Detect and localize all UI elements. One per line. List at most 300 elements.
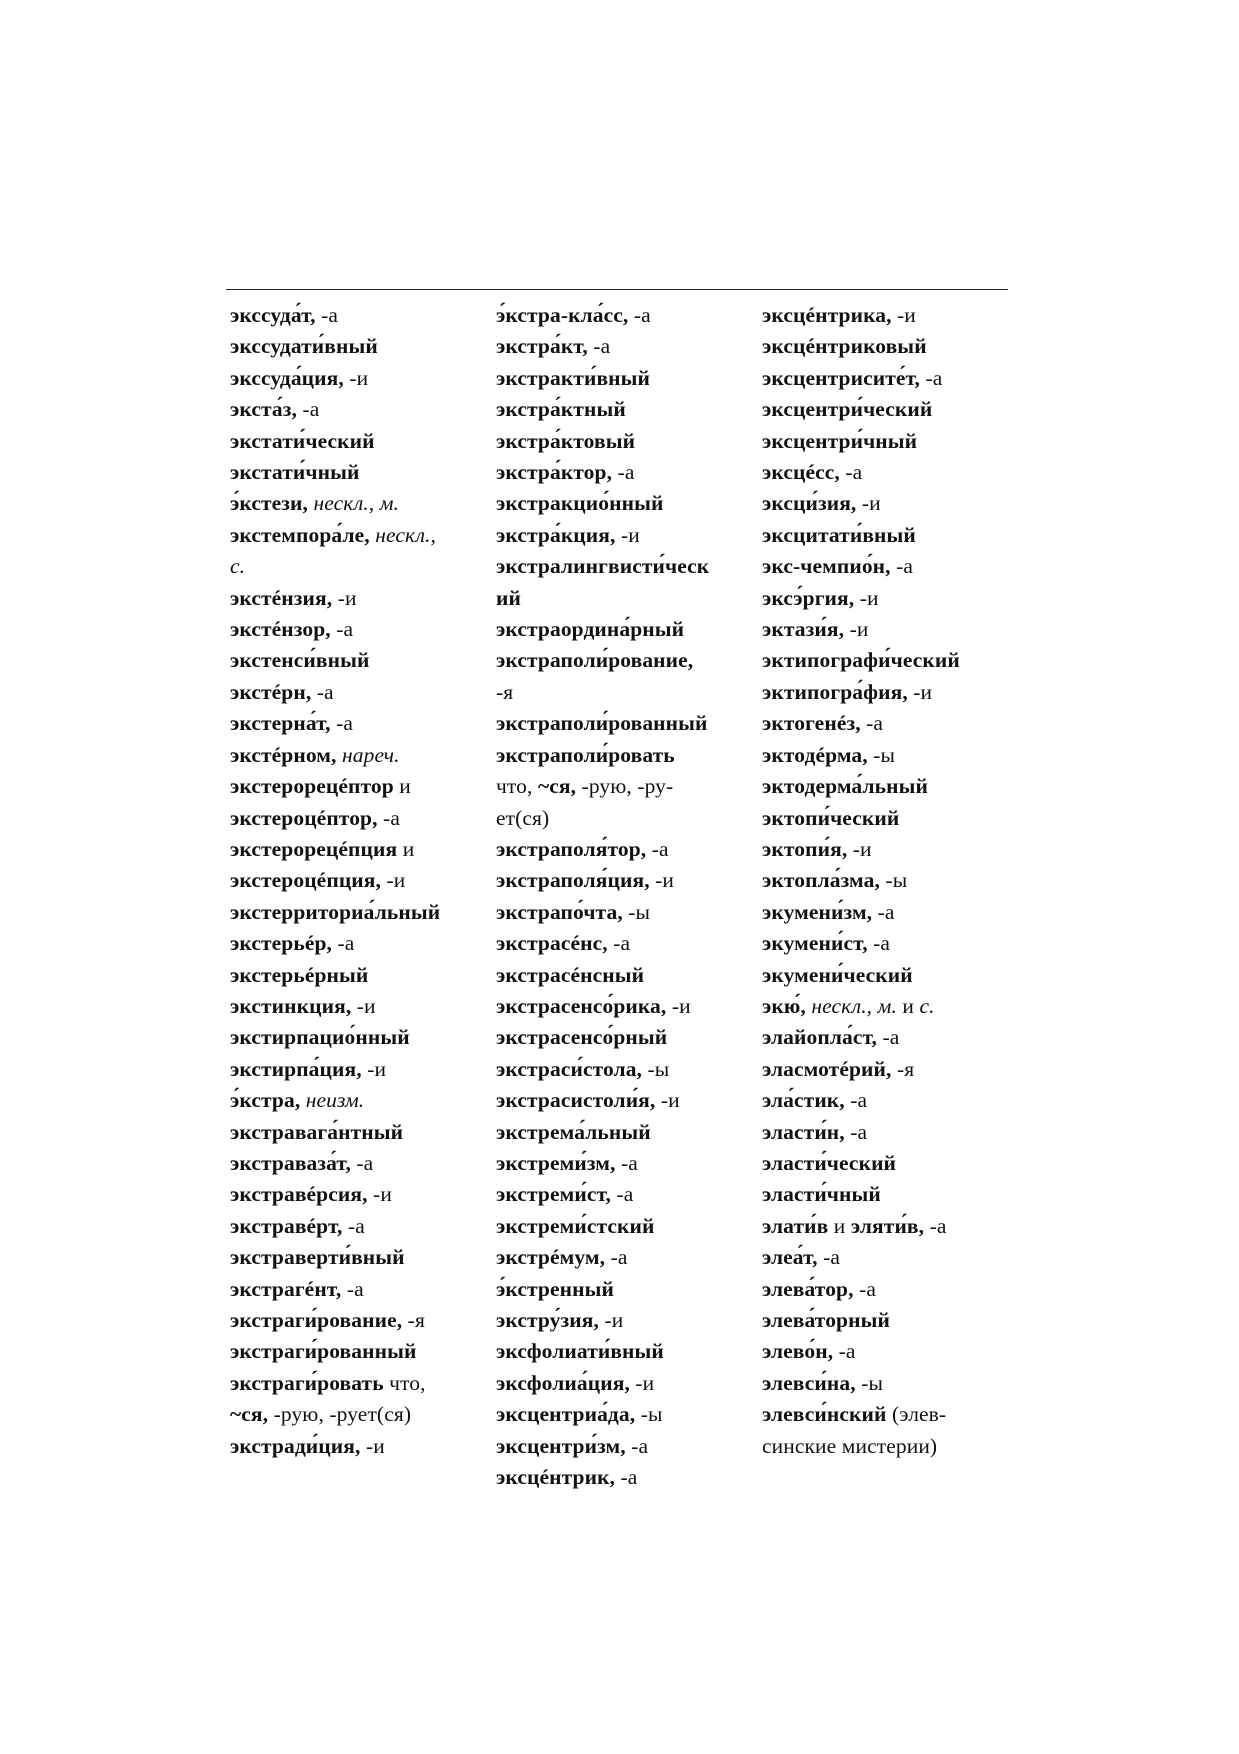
headword: экю́, (762, 993, 806, 1018)
headword: эктопла́зма, (762, 868, 880, 893)
inflection: -ы (642, 1056, 670, 1081)
dictionary-line (762, 1336, 1024, 1367)
headword: экстати́ческий (230, 428, 375, 453)
headword: экстати́чный (230, 460, 360, 485)
inflection: -а (330, 617, 354, 642)
dictionary-line (496, 771, 758, 802)
headword: эксцентри́зм, (496, 1433, 626, 1458)
dictionary-line (496, 1462, 758, 1493)
headword: ~ся, (537, 774, 577, 799)
headword: эксци́зия, (762, 491, 857, 516)
headword: эляти́в, (850, 1213, 925, 1238)
headword: экстра́кция, (496, 522, 616, 547)
dictionary-line (230, 865, 492, 896)
headword: экстрема́льный (496, 1119, 651, 1144)
grammar-note: неизм. (300, 1088, 365, 1113)
headword: ий (496, 585, 521, 610)
inflection: -а (890, 554, 914, 579)
dictionary-line (762, 1431, 1024, 1462)
dictionary-line (496, 1211, 758, 1242)
dictionary-line (496, 1305, 758, 1336)
headword: экс-чемпио́н, (762, 554, 891, 579)
dictionary-line (496, 1148, 758, 1179)
headword: экстинкция, (230, 993, 352, 1018)
dictionary-line (762, 583, 1024, 614)
dictionary-line (496, 1368, 758, 1399)
inflection: -ы (635, 1402, 663, 1427)
dictionary-line (762, 865, 1024, 896)
inflection: -и (847, 836, 872, 861)
dictionary-line (496, 1242, 758, 1273)
headword: экстрасенсо́рика, (496, 993, 667, 1018)
headword: экстраги́рование, (230, 1308, 403, 1332)
headword: элати́в (762, 1213, 829, 1238)
inflection: -а (612, 460, 635, 485)
dictionary-line (230, 897, 492, 928)
dictionary-line (230, 803, 492, 834)
dictionary-line (230, 457, 492, 488)
headword: элайопла́ст, (762, 1025, 878, 1050)
dictionary-line (496, 394, 758, 425)
dictionary-line (762, 1179, 1024, 1210)
headword: экстравaза́т, (230, 1150, 351, 1175)
inflection: что, (496, 774, 538, 799)
headword: эксфолиа́ция, (496, 1370, 630, 1395)
headword: эксцéнтрика, (762, 303, 892, 327)
inflection: -и (381, 868, 406, 893)
headword: эласти́чный (762, 1182, 881, 1207)
dictionary-line (496, 740, 758, 771)
headword: экстрéмум, (496, 1245, 606, 1270)
dictionary-line (496, 803, 758, 834)
dictionary-line (762, 803, 1024, 834)
dictionary-line (762, 488, 1024, 519)
grammar-note: нескл., м. (308, 491, 400, 516)
headword: эксцентрисите́т, (762, 365, 921, 390)
dictionary-line (230, 583, 492, 614)
inflection: (элев- (886, 1402, 947, 1427)
dictionary-line (496, 928, 758, 959)
inflection: -а (860, 711, 884, 736)
headword: экстéрн, (230, 679, 312, 704)
dictionary-line (230, 551, 492, 582)
dictionary-line (496, 991, 758, 1022)
dictionary-line (230, 331, 492, 362)
headword: экстреми́зм, (496, 1150, 616, 1175)
headword: э́кстра-кла́сс, (496, 303, 629, 327)
inflection: -а (330, 711, 354, 736)
grammar-note: нескл., м. (805, 993, 897, 1018)
dictionary-line (230, 708, 492, 739)
headword: эксцéсс, (762, 460, 840, 485)
headword: экстерьéр, (230, 931, 332, 956)
grammar-note: с. (230, 554, 246, 579)
headword: экстравéрт, (230, 1213, 343, 1238)
dictionary-line (496, 520, 758, 551)
header-rule (226, 289, 1008, 290)
headword: экстраполя́ция, (496, 868, 650, 893)
headword: экстенси́вный (230, 648, 370, 673)
dictionary-line (230, 834, 492, 865)
dictionary-line (230, 740, 492, 771)
headword: элева́торный (762, 1308, 890, 1332)
headword: эктопи́ческий (762, 805, 900, 830)
inflection: -а (377, 805, 400, 830)
dictionary-line (496, 331, 758, 362)
dictionary-line (496, 708, 758, 739)
headword: эласмотéрий, (762, 1056, 892, 1081)
inflection: -а (296, 397, 320, 422)
headword: экссуда́т, (230, 303, 316, 327)
headword: э́кстра, (230, 1088, 301, 1113)
headword: элевси́на, (762, 1370, 856, 1395)
dictionary-line (230, 1211, 492, 1242)
headword: эксцéнтрик, (496, 1465, 616, 1490)
inflection: -и (629, 1370, 655, 1395)
dictionary-line (496, 1274, 758, 1305)
inflection: -а (311, 679, 334, 704)
dictionary-line (762, 991, 1024, 1022)
inflection: -а (315, 303, 339, 327)
dictionary-line (762, 897, 1024, 928)
grammar-note: нареч. (336, 742, 400, 767)
inflection: -рую, -рует(ся) (268, 1402, 412, 1427)
inflection: -и (907, 679, 933, 704)
dictionary-line (230, 677, 492, 708)
headword: элевси́нский (762, 1402, 887, 1427)
dictionary-line (762, 394, 1024, 425)
headword: экстраполи́рование, (496, 648, 694, 673)
dictionary-line (230, 991, 492, 1022)
inflection: -и (598, 1308, 624, 1332)
headword: экстракти́вный (496, 365, 651, 390)
dictionary-line (230, 520, 492, 551)
dictionary-line (762, 1211, 1024, 1242)
inflection: и (896, 993, 920, 1018)
inflection: -ы (879, 868, 908, 893)
dictionary-line (762, 1368, 1024, 1399)
headword: эктогенéз, (762, 711, 861, 736)
dictionary-line (230, 771, 492, 802)
inflection: и (828, 1213, 851, 1238)
dictionary-line (230, 1179, 492, 1210)
headword: экстрапо́чта, (496, 899, 623, 924)
dictionary-line (230, 1336, 492, 1367)
headword: экстемпора́ле, (230, 522, 370, 547)
headword: эктази́я, (762, 617, 845, 642)
headword: экстреми́ст, (496, 1182, 612, 1207)
dictionary-line (762, 708, 1024, 739)
dictionary-line (496, 426, 758, 457)
dictionary-line (762, 1085, 1024, 1116)
headword: экстéнзия, (230, 585, 333, 610)
headword: экстрасистоли́я, (496, 1088, 656, 1113)
dictionary-line (762, 551, 1024, 582)
dictionary-line (230, 426, 492, 457)
dictionary-line (230, 1274, 492, 1305)
dictionary-line (762, 1022, 1024, 1053)
dictionary-line (230, 645, 492, 676)
headword: экумени́ческий (762, 962, 913, 987)
headword: экстерьéрный (230, 962, 369, 987)
headword: экссудати́вный (230, 334, 378, 359)
headword: экстради́ция, (230, 1433, 361, 1458)
inflection: что, (383, 1370, 426, 1395)
column-middle (496, 300, 758, 1493)
headword: эктопи́я, (762, 836, 848, 861)
dictionary-line (496, 551, 758, 582)
inflection: -и (615, 522, 640, 547)
headword: экстравéрсия, (230, 1182, 368, 1207)
headword: элево́н, (762, 1339, 834, 1364)
headword: экстра́кт, (496, 334, 588, 359)
headword: элева́тор, (762, 1276, 854, 1301)
headword: экстравага́нтный (230, 1119, 404, 1144)
dictionary-line (496, 1022, 758, 1053)
dictionary-line (762, 331, 1024, 362)
inflection: -и (332, 585, 357, 610)
inflection: -а (872, 899, 895, 924)
headword: экумени́ст, (762, 931, 868, 956)
inflection: -а (877, 1025, 900, 1050)
dictionary-line (230, 1431, 492, 1462)
dictionary-line (496, 1431, 758, 1462)
inflection: -а (833, 1339, 856, 1364)
inflection: -а (839, 460, 863, 485)
headword: экстраордина́рный (496, 617, 685, 642)
dictionary-line (496, 645, 758, 676)
dictionary-line (496, 834, 758, 865)
headword: экстра́ктор, (496, 460, 613, 485)
headword: эксцéнтриковый (762, 334, 927, 359)
headword: ~ся, (230, 1402, 269, 1427)
inflection: -а (867, 931, 891, 956)
inflection: -а (920, 365, 943, 390)
headword: эксэ́ргия, (762, 585, 855, 610)
headword: эктодéрма, (762, 742, 868, 767)
grammar-note: с. (919, 993, 935, 1018)
inflection: -и (856, 491, 881, 516)
grammar-note: нескл., (369, 522, 437, 547)
dictionary-line (762, 834, 1024, 865)
headword: экстраси́стола, (496, 1056, 643, 1081)
headword: эксцентри́чный (762, 428, 918, 453)
dictionary-line (762, 1242, 1024, 1273)
inflection: -и (343, 365, 369, 390)
dictionary-line (496, 583, 758, 614)
inflection: -а (817, 1245, 841, 1270)
inflection: -а (628, 303, 651, 327)
headword: экстирпацио́нный (230, 1025, 410, 1050)
dictionary-line (762, 426, 1024, 457)
headword: экстероцéптор, (230, 805, 378, 830)
inflection: -а (350, 1150, 374, 1175)
dictionary-line (762, 614, 1024, 645)
dictionary-line (762, 677, 1024, 708)
headword: экстéрном, (230, 742, 337, 767)
headword: элеа́т, (762, 1245, 818, 1270)
dictionary-line (496, 1336, 758, 1367)
dictionary-line (496, 1399, 758, 1430)
inflection: -и (351, 993, 376, 1018)
headword: эксцитати́вный (762, 522, 916, 547)
headword: эктипографи́ческий (762, 648, 960, 673)
inflection: синские мистерии) (762, 1433, 938, 1458)
dictionary-line (230, 614, 492, 645)
headword: экстраполи́ровать (496, 742, 675, 767)
inflection: -я (891, 1056, 915, 1081)
inflection: -а (924, 1213, 947, 1238)
inflection: -и (666, 993, 691, 1018)
dictionary-line (230, 1399, 492, 1430)
inflection: -рую, -ру- (576, 774, 674, 799)
dictionary-line (230, 1022, 492, 1053)
dictionary-line (496, 1085, 758, 1116)
inflection: -а (844, 1119, 868, 1144)
inflection: -и (649, 868, 675, 893)
headword: эксцентриа́да, (496, 1402, 636, 1427)
headword: экстерорецéпция (230, 836, 398, 861)
inflection: и (397, 836, 415, 861)
headword: экумени́зм, (762, 899, 873, 924)
headword: экссуда́ция, (230, 365, 344, 390)
inflection: -ы (855, 1370, 884, 1395)
inflection: -а (625, 1433, 649, 1458)
dictionary-line (496, 300, 758, 331)
inflection: -и (891, 303, 916, 327)
dictionary-line (230, 1305, 492, 1336)
inflection: -а (646, 836, 669, 861)
inflection: -а (615, 1465, 638, 1490)
dictionary-line (762, 1054, 1024, 1085)
inflection: -и (844, 617, 869, 642)
inflection: -а (587, 334, 611, 359)
inflection: -а (853, 1276, 876, 1301)
headword: экстрасенсо́рный (496, 1025, 668, 1050)
inflection: -а (615, 1150, 638, 1175)
headword: экстраполи́рованный (496, 711, 708, 736)
headword: эксфолиати́вный (496, 1339, 664, 1364)
dictionary-line (230, 928, 492, 959)
headword: экстероцéпция, (230, 868, 381, 893)
headword: э́кстези, (230, 491, 308, 516)
dictionary-line (762, 520, 1024, 551)
headword: экстирпа́ция, (230, 1056, 362, 1081)
dictionary-line (762, 457, 1024, 488)
dictionary-line (230, 1117, 492, 1148)
inflection: -я (402, 1308, 425, 1332)
headword: эктипогра́фия, (762, 679, 908, 704)
headword: э́кстренный (496, 1276, 614, 1301)
dictionary-line (496, 677, 758, 708)
inflection: ет(ся) (496, 805, 550, 830)
dictionary-line (762, 740, 1024, 771)
dictionary-line (762, 1399, 1024, 1430)
dictionary-line (762, 300, 1024, 331)
dictionary-line (230, 488, 492, 519)
dictionary-line (762, 645, 1024, 676)
headword: экстрасéнсный (496, 962, 645, 987)
inflection: -а (332, 931, 355, 956)
dictionary-line (496, 897, 758, 928)
dictionary-line (496, 865, 758, 896)
dictionary-line (762, 1274, 1024, 1305)
inflection: -и (854, 585, 879, 610)
dictionary-line (762, 1148, 1024, 1179)
dictionary-line (496, 457, 758, 488)
dictionary-line (762, 928, 1024, 959)
dictionary-line (230, 394, 492, 425)
inflection: -а (844, 1088, 868, 1113)
column-left (230, 300, 492, 1462)
headword: экстраверти́вный (230, 1245, 405, 1270)
headword: экстреми́стский (496, 1213, 655, 1238)
dictionary-line (230, 1054, 492, 1085)
headword: экстра́ктовый (496, 428, 636, 453)
dictionary-line (230, 363, 492, 394)
inflection: -а (611, 1182, 634, 1207)
headword: экстерриториа́льный (230, 899, 441, 924)
dictionary-line (496, 1054, 758, 1085)
headword: экстрасéнс, (496, 931, 608, 956)
inflection: -и (360, 1433, 385, 1458)
headword: экстерна́т, (230, 711, 331, 736)
dictionary-line (762, 1117, 1024, 1148)
headword: экстраги́ровать (230, 1370, 384, 1395)
inflection: и (393, 774, 411, 799)
dictionary-line (230, 1368, 492, 1399)
inflection: -а (342, 1213, 365, 1238)
dictionary-line (762, 771, 1024, 802)
headword: экстра́ктный (496, 397, 626, 422)
headword: экстралингвисти́ческ (496, 554, 710, 579)
column-right (762, 300, 1024, 1462)
headword: экстерорецéптор (230, 774, 394, 799)
dictionary-line (762, 1305, 1024, 1336)
dictionary-line (496, 960, 758, 991)
headword: эла́стик, (762, 1088, 845, 1113)
inflection: -ы (867, 742, 896, 767)
dictionary-line (230, 1148, 492, 1179)
inflection: -а (607, 931, 631, 956)
dictionary-line (496, 1117, 758, 1148)
dictionary-line (496, 488, 758, 519)
dictionary-line (230, 1242, 492, 1273)
headword: экстракцио́нный (496, 491, 664, 516)
dictionary-line (762, 960, 1024, 991)
dictionary-line (230, 1085, 492, 1116)
dictionary-line (230, 960, 492, 991)
dictionary-line (496, 614, 758, 645)
inflection: -а (341, 1276, 364, 1301)
dictionary-line (230, 300, 492, 331)
dictionary-line (496, 363, 758, 394)
headword: эласти́н, (762, 1119, 845, 1144)
headword: эласти́ческий (762, 1150, 897, 1175)
headword: экстру́зия, (496, 1308, 599, 1332)
headword: эксцентри́ческий (762, 397, 933, 422)
inflection: -и (367, 1182, 392, 1207)
inflection: -я (496, 679, 514, 704)
headword: экстраполя́тор, (496, 836, 647, 861)
inflection: -ы (622, 899, 651, 924)
inflection: -и (361, 1056, 387, 1081)
headword: экста́з, (230, 397, 297, 422)
inflection: -и (655, 1088, 680, 1113)
inflection: -а (605, 1245, 628, 1270)
headword: экстраги́рованный (230, 1339, 417, 1364)
headword: экстéнзор, (230, 617, 331, 642)
